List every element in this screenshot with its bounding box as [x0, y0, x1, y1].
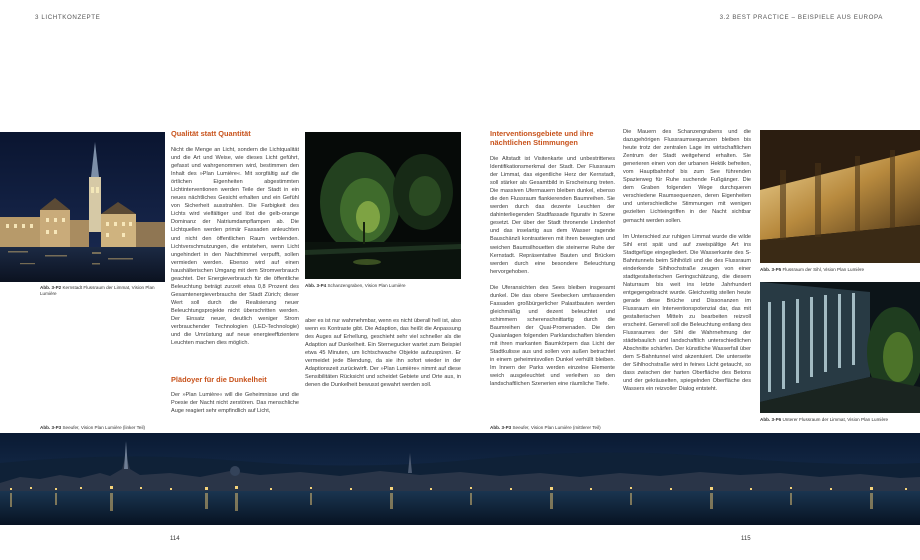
col1-paragraph-2: Der »Plan Lumière« will die Geheimnisse und die Poesie der Nacht nicht zerstören. Das menschliche Auge reagiert sehr empfindlich auf Licht,	[171, 392, 299, 415]
col1-text	[171, 146, 299, 355]
caption-p3a-id: Abb. 3-P3	[40, 425, 62, 430]
col2-text	[305, 317, 461, 397]
caption-p3-left	[40, 425, 240, 431]
caption-p3b-text: Seeufer, Vision Plan Lumière (mittlerer Teil)	[512, 425, 601, 430]
col3-paragraph-1: Die Altstadt ist Visitenkarte und unbestrittenes Identifikationsmerkmal der Stadt. Der Flussraum der Limmat, das eigentliche Herz der Kernstadt, soll stärker als Gesamtbild in Erscheinung treten. Die massiven Ufermauern bleiben dunkel, ebenso die den Flussraum flankierenden Baumreihen. Sie werden durch das dezente Leuchten der dahinterliegenden Stadtfassade figurativ in Szene gesetzt. Der über der Stadt thronende Lindenhof und das inselartig aus dem Wasser ragende Bauschänzli kontrastieren mit ihren bewegten und weichen Baumsilhouetten die steinerne Ruhe der Kernstadt. Repräsentative Bauten und Brücken werden durch eine besondere Beleuchtung hervorgehoben.	[490, 156, 615, 275]
col1-text-2	[171, 391, 299, 423]
running-header-left: 3 LICHTKONZEPTE	[35, 14, 101, 21]
photo-untere-limmat	[760, 282, 920, 413]
caption-p3b-id: Abb. 3-P3	[490, 425, 512, 430]
photo-kernstadt-limmat	[0, 132, 165, 282]
caption-p3-middle	[490, 425, 690, 431]
heading-qualitaet: Qualität statt Quantität	[171, 129, 251, 138]
caption-p5-text: Flussraum der Sihl, Vision Plan Lumière	[782, 267, 865, 272]
caption-p2-id: Abb. 3-P2	[40, 285, 62, 290]
col4-paragraph-1: Die Mauern des Schanzengrabens und die dazugehörigen Flussraumsequenzen bleiben bis heute trotz der zentralen Lage im wirtschaftlichen Zentrum der Stadt weitgehend erhalten. Sie generieren einen von der urbanen Hektik befreiten, vom Hauptbahnhof bis zum See führenden Spazierweg für Ruhe suchende Fußgänger. Die dem Graben folgenden Wege durchqueren verschiedene Raumsequenzen, deren Eigenheiten und unterschiedliche Stimmungen mit wenigen gezielten Lichteingriffen in der Nacht sichtbar gemacht werden sollen.	[623, 129, 751, 224]
caption-p2	[40, 285, 165, 297]
caption-p6-id: Abb. 3-P6	[760, 417, 782, 422]
col4-paragraph-2: Im Unterschied zur ruhigen Limmat wurde die wilde Sihl erst spät und auf zweispältige Art ins Stadtgefüge eingegliedert. Die Wasserkante des S-Bahntunnels beim Sihlhölzli und die des Flussraum einderkende Sihlhochstraße zeugen von einer stadtgestalterischen Geringschätzung, die diesem Naturraum bis weit ins letzte Jahrhundert entgegengebracht wurde. Gleichzeitig stellen heute gerade diese Brüche und Dissonanzen im Flussraum ein Interventionspotenzial dar, das mit gestalterischen Mitteln zu bearbeiten reizvoll erscheint. Generell soll die Beleuchtung entlang des Flussraumes der Sihl die Wahrnehmung der städtebaulich und landschaftlich unterschiedlichen Abschnitte schärfen. Der künstliche Wasserfall über dem S-Bahntunnel wird akzentuiert. Die unterseite der Sihlhochstraße wird in feines Licht getaucht, so dass zwischen der harten Oberfläche des Betons und der gekräuselten, spiegelnden Oberfläche des Wassers ein reizvoller Dialog entsteht.	[623, 233, 751, 393]
caption-p4-text: Schanzengraben, Vision Plan Lumière	[327, 283, 406, 288]
page-number-right: 115	[741, 536, 751, 542]
col3-text	[490, 155, 615, 396]
caption-p3a-text: Seeufer, Vision Plan Lumière (linker Teil)	[62, 425, 146, 430]
col4-text	[623, 128, 751, 402]
caption-p2-text: Kernstadt Flussraum der Limmat, Vision Plan Lumière	[40, 285, 155, 297]
photo-sihl	[760, 130, 920, 263]
col2-paragraph: aber es ist nur wahrnehmbar, wenn es nicht überall hell ist, also wenn es Kontraste gibt. Die Adaption, das heißt die Anpassung des Auges auf Erhellung, geschieht sehr viel schneller als die Adaption auf Dunkelheit. Ein Sternegucker wartet zum Beispiel etwa 45 Minuten, um lichtschwache Objekte aufzuspüren. Er vermeidet jede Blendung, da sie ihn sofort wieder in der Adaptionszeit zurückwirft. Der »Plan Lumière« nimmt auf diese Sensibilitäten Rücksicht und scheidet Gebiete und Orte aus, in denen die Dunkelheit bewusst gewahrt werden soll.	[305, 318, 462, 389]
caption-p4	[305, 283, 461, 289]
caption-p5-id: Abb. 3-P5	[760, 267, 782, 272]
running-header-right: 3.2 BEST PRACTICE – BEISPIELE AUS EUROPA	[719, 14, 883, 21]
caption-p6	[760, 417, 920, 423]
heading-interventionsgebiete: Interventionsgebiete und ihre nächtlichen Stimmungen	[490, 129, 594, 147]
col3-paragraph-2: Die Uferansichten des Sees bleiben insgesamt dunkel. Die das obere Seebecken umfassenden Fassaden großbürgerlicher Palastbauten werden gleichmäßig und dezent beleuchtet und schimmern scherenschnittartig durch die Baumreihen der Quai-Promenaden. Die den Quaianlagen folgenden Parklandschaften blenden mit ihren markanten Baumkörpern das Licht der Stadtkulisse aus und sollen von außen betrachtet in einem geheimnisvollen Dunkel verhüllt bleiben. Im Innern der Parks werden einzelne Elemente weich ausgeleuchtet und verleihen so den landschaftlichen Szenerien eine räumliche Tiefe.	[490, 284, 615, 388]
caption-p5	[760, 267, 920, 273]
caption-p4-id: Abb. 3-P4	[305, 283, 327, 288]
photo-schanzengraben	[305, 132, 461, 279]
page-number-left: 114	[170, 536, 180, 542]
caption-p6-text: Unterer Flussraum der Limmat, Vision Plan Lumière	[782, 417, 889, 422]
photo-seeufer-panorama	[0, 433, 920, 525]
col1-paragraph: Nicht die Menge an Licht, sondern die Lichtqualität und die Art und Weise, wie dieses Licht geführt, gefasst und wahrgenommen wird, bestimmen den Inhalt des »Plan Lumière«. Mit sorgfältig auf die örtlichen Eigenheiten abgestimmten Lichtinterventionen werden Teile der Stadt in ein neues nächtliches Gesicht erhalten und ein Gefühl von Sicherheit ausstrahlen. Die Farbigkeit des Lichts wird vielfältiger und löst die gelb-orange Dominanz der Natriumdampflampen ab. Die Lichtquellen werden primär Fassaden anleuchten und nicht den öffentlichen Raum verblenden. Lichtverschmutzungen, die entstehen, wenn Licht ungehindert in den Nachthimmel verpufft, sollen vermieden werden. Ebenso wird auf einen haushälterischen Umgang mit dem Stromverbrauch geachtet. Der Energieverbrauch für die öffentliche Beleuchtung beträgt zurzeit etwa 0,8 Prozent des Gesamtenergieverbrauchs der Stadt Zürich; dieser Wert soll durch die Realisierung neuer Beleuchtungsprojekte nicht überschritten werden. Der Einsatz neuer, deutlich weniger Strom verbrauchender Technologien (LED-Technologie) und die Umrüstung auf neue energieeffizientere Leuchten machen dies möglich.	[171, 147, 299, 347]
heading-dunkelheit: Plädoyer für die Dunkelheit	[171, 375, 267, 384]
